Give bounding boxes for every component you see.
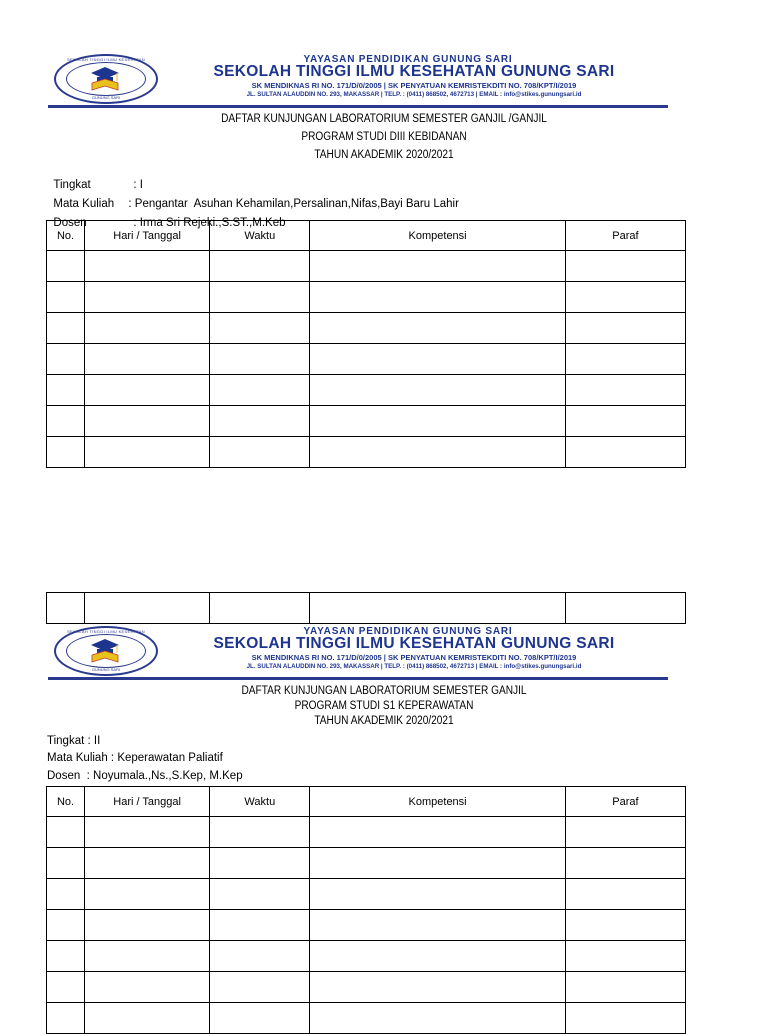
institution-logo [54, 626, 158, 676]
table-row [47, 406, 686, 437]
table-cell [310, 406, 565, 437]
table-cell [85, 282, 210, 313]
table-cell [85, 1003, 210, 1034]
table-row [47, 910, 686, 941]
decree-numbers: SK MENDIKNAS RI NO. 171/D/0/2005 | SK PENYATUAN KEMRISTEKDITI NO. 708/KPT/I/2019 [251, 81, 577, 90]
tingkat-line: Tingkat : II [47, 735, 101, 747]
table-row [47, 251, 686, 282]
foundation-name: YAYASAN PENDIDIKAN GUNUNG SARI [303, 626, 513, 637]
logo-ring-text-bottom: GUNUNG SARI [91, 667, 121, 672]
table-row [47, 848, 686, 879]
letterhead [48, 54, 668, 110]
table-row [47, 941, 686, 972]
table-row [47, 282, 686, 313]
table-cell [47, 941, 85, 972]
table-cell [310, 282, 565, 313]
table-cell [47, 282, 85, 313]
table-cell [85, 593, 210, 624]
table-cell [565, 593, 685, 624]
table-cell [565, 817, 685, 848]
academic-year: TAHUN AKADEMIK 2020/2021 [314, 149, 454, 161]
table-cell [310, 941, 565, 972]
table-row [47, 437, 686, 468]
institution-address: JL. SULTAN ALAUDDIN NO. 293, MAKASSAR | TELP. : (0411) 868502, 4672713 | EMAIL : info@stikes.gunungsari.id [246, 91, 582, 98]
table-cell [85, 972, 210, 1003]
table-cell [210, 375, 310, 406]
table-cell [47, 972, 85, 1003]
table-cell [85, 910, 210, 941]
visit-table [46, 220, 686, 468]
table-header-row [47, 221, 686, 251]
table-cell [565, 910, 685, 941]
academic-year: TAHUN AKADEMIK 2020/2021 [314, 715, 454, 727]
logo-ring-text: SEKOLAH TINGGI ILMU KESEHATAN [67, 57, 145, 62]
table-cell [210, 972, 310, 1003]
table-cell [210, 437, 310, 468]
table-cell [210, 282, 310, 313]
table-cell [47, 910, 85, 941]
table-cell [565, 375, 685, 406]
table-cell [310, 313, 565, 344]
visit-table [46, 786, 686, 1034]
col-header-date: Hari / Tanggal [85, 221, 210, 251]
table-cell [85, 375, 210, 406]
table-row [47, 593, 686, 624]
table-cell [565, 344, 685, 375]
col-header-no: No. [47, 221, 85, 251]
col-header-competency: Kompetensi [310, 221, 565, 251]
table-cell [47, 437, 85, 468]
table-cell [47, 251, 85, 282]
table-cell [310, 344, 565, 375]
table-cell [210, 910, 310, 941]
table-cell [47, 879, 85, 910]
graduation-cap-icon [90, 637, 120, 663]
institution-address: JL. SULTAN ALAUDDIN NO. 293, MAKASSAR | TELP. : (0411) 868502, 4672713 | EMAIL : info@stikes.gunungsari.id [246, 663, 582, 670]
table-cell [47, 406, 85, 437]
dosen-line: Dosen : Noyumala.,Ns.,S.Kep, M.Kep [47, 770, 243, 782]
table-cell [210, 313, 310, 344]
table-row [47, 879, 686, 910]
table-cell [85, 251, 210, 282]
table-cell [310, 972, 565, 1003]
col-header-no: No. [47, 787, 85, 817]
table-cell [565, 1003, 685, 1034]
form-title: DAFTAR KUNJUNGAN LABORATORIUM SEMESTER GANJIL [241, 685, 527, 697]
institution-logo [54, 54, 158, 104]
graduation-cap-icon [90, 65, 120, 91]
table-cell [210, 251, 310, 282]
table-cell [310, 251, 565, 282]
table-row [47, 1003, 686, 1034]
institution-name: SEKOLAH TINGGI ILMU KESEHATAN GUNUNG SARI [213, 63, 615, 80]
table-cell [85, 879, 210, 910]
table-cell [47, 313, 85, 344]
table-cell [310, 593, 565, 624]
table-cell [47, 375, 85, 406]
table-cell [210, 848, 310, 879]
table-cell [565, 848, 685, 879]
table-row [47, 375, 686, 406]
table-cell [85, 848, 210, 879]
letterhead-rule [48, 677, 668, 680]
table-cell [310, 437, 565, 468]
foundation-name: YAYASAN PENDIDIKAN GUNUNG SARI [303, 54, 513, 65]
table-cell [310, 1003, 565, 1034]
table-cell [85, 313, 210, 344]
table-cell [565, 972, 685, 1003]
table-row [47, 817, 686, 848]
col-header-competency: Kompetensi [310, 787, 565, 817]
table-cell [210, 941, 310, 972]
letterhead [48, 626, 668, 682]
table-cell [565, 251, 685, 282]
program-title: PROGRAM STUDI DIII KEBIDANAN [301, 131, 467, 143]
table-cell [210, 1003, 310, 1034]
letterhead-rule [48, 105, 668, 108]
table-cell [85, 344, 210, 375]
logo-ring-text-bottom: GUNUNG SARI [91, 95, 121, 100]
table-header-row [47, 787, 686, 817]
table-cell [565, 406, 685, 437]
col-header-time: Waktu [210, 221, 310, 251]
table-cell [85, 437, 210, 468]
table-cell [310, 848, 565, 879]
visit-table-continued [46, 592, 686, 624]
institution-name: SEKOLAH TINGGI ILMU KESEHATAN GUNUNG SARI [213, 635, 615, 652]
table-cell [85, 406, 210, 437]
table-cell [565, 313, 685, 344]
table-cell [85, 941, 210, 972]
table-cell [310, 817, 565, 848]
col-header-time: Waktu [210, 787, 310, 817]
table-cell [310, 375, 565, 406]
table-row [47, 344, 686, 375]
table-cell [565, 879, 685, 910]
dosen-label: Dosen [53, 217, 87, 229]
tingkat-label: Tingkat [53, 179, 91, 191]
table-cell [210, 344, 310, 375]
col-header-date: Hari / Tanggal [85, 787, 210, 817]
table-cell [210, 879, 310, 910]
table-cell [47, 593, 85, 624]
table-cell [565, 282, 685, 313]
program-title: PROGRAM STUDI S1 KEPERAWATAN [294, 700, 474, 712]
table-cell [47, 344, 85, 375]
tingkat-value: : I [133, 179, 143, 191]
table-cell [565, 437, 685, 468]
matkul-value: : Pengantar Asuhan Kehamilan,Persalinan,Nifas,Bayi Baru Lahir [128, 198, 459, 210]
table-cell [47, 848, 85, 879]
table-row [47, 972, 686, 1003]
table-row [47, 313, 686, 344]
matkul-line: Mata Kuliah : Keperawatan Paliatif [47, 752, 223, 764]
table-cell [210, 817, 310, 848]
table-cell [565, 941, 685, 972]
decree-numbers: SK MENDIKNAS RI NO. 171/D/0/2005 | SK PENYATUAN KEMRISTEKDITI NO. 708/KPT/I/2019 [251, 653, 577, 662]
table-cell [47, 817, 85, 848]
table-cell [85, 817, 210, 848]
table-cell [210, 406, 310, 437]
matkul-label: Mata Kuliah [53, 198, 115, 210]
form-title: DAFTAR KUNJUNGAN LABORATORIUM SEMESTER GANJIL /GANJIL [221, 113, 547, 125]
table-cell [310, 879, 565, 910]
col-header-signature: Paraf [565, 221, 685, 251]
dosen-value: : Irma Sri Rejeki.,S.ST.,M.Keb [133, 217, 286, 229]
table-cell [310, 910, 565, 941]
table-cell [47, 1003, 85, 1034]
col-header-signature: Paraf [565, 787, 685, 817]
logo-ring-text: SEKOLAH TINGGI ILMU KESEHATAN [67, 629, 145, 634]
table-cell [210, 593, 310, 624]
